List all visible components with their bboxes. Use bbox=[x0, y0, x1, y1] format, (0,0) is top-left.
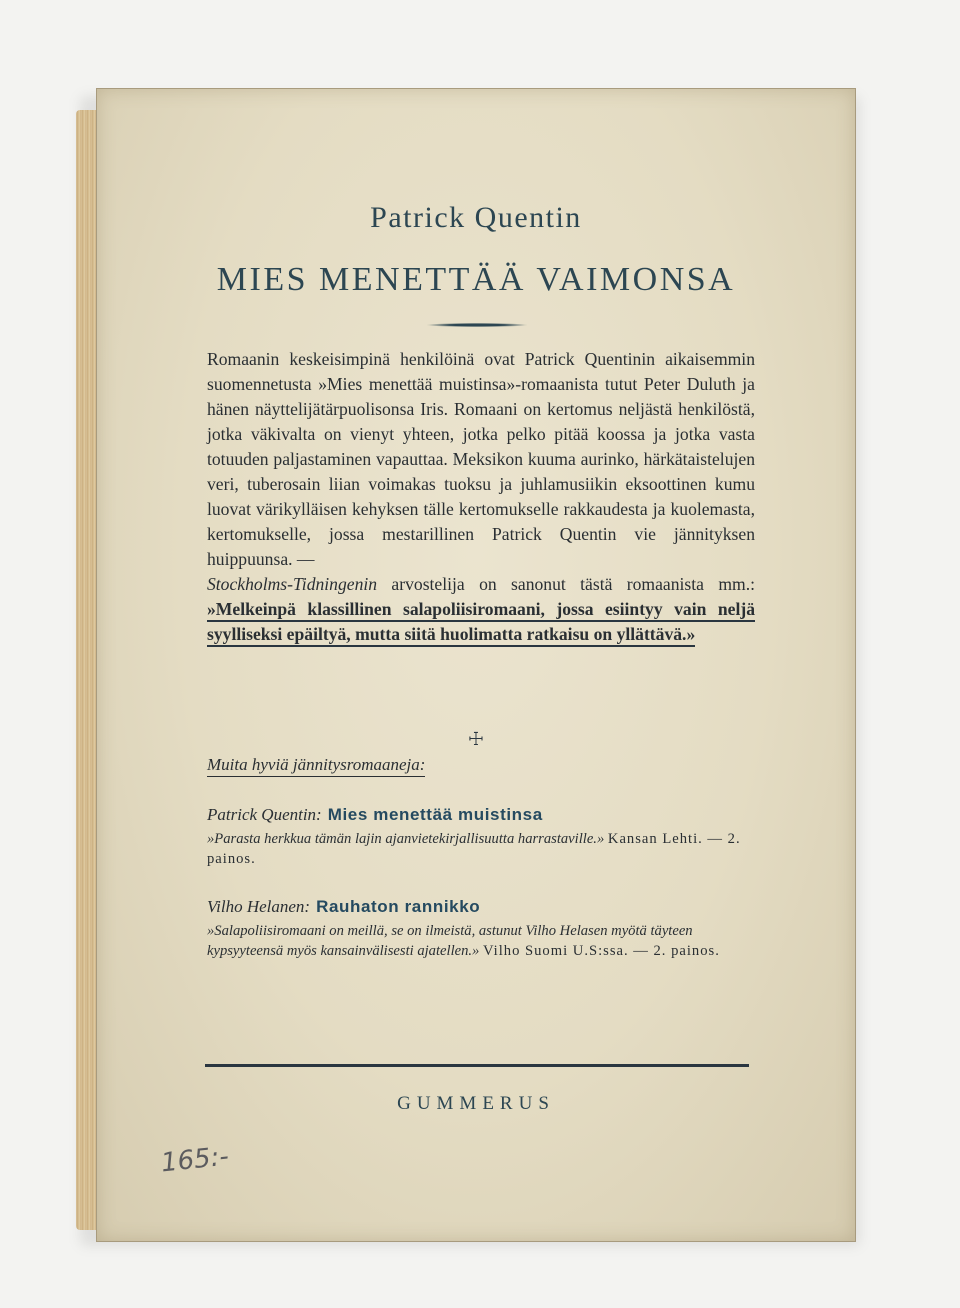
recommendation-review: »Parasta herkkua tämän lajin ajanvietekirjallisuutta harrastaville.» bbox=[207, 831, 605, 847]
recommendation-item bbox=[207, 805, 767, 869]
blurb-text bbox=[207, 347, 755, 647]
recommendation-item bbox=[207, 897, 767, 961]
blurb-review-paragraph bbox=[207, 572, 755, 647]
recommendation-review: »Salapoliisiromaani on meillä, se on ilmeistä, astunut Vilho Helasen myötä täyteen kypsyyteensä myös kansainvälisesti ajatellen.» bbox=[207, 923, 693, 959]
review-source: Stockholms-Tidningenin bbox=[207, 574, 378, 594]
recommendation-title: Mies menettää muistinsa bbox=[327, 805, 543, 824]
recommendation-author: Patrick Quentin: bbox=[207, 805, 322, 824]
review-quote: »Melkeinpä klassillinen salapoliisiromaani, jossa esiintyy vain neljä syylliseksi epäiltyä, mutta siitä huolimatta ratkaisu on yllättävä.» bbox=[207, 599, 755, 647]
recommendation-title: Rauhaton rannikko bbox=[316, 897, 481, 916]
review-intro: arvostelija on sanonut tästä romaanista mm.: bbox=[377, 574, 755, 594]
blurb-paragraph: Romaanin keskeisimpinä henkilöinä ovat Patrick Quentinin aikaisemmin suomennetusta »Mies menettää muistinsa»-romaanista tutut Peter Duluth ja hänen näyttelijätärpuolisonsa Iris. Romaani on kertomus neljästä henkilöstä, jotka väkivalta on vienyt yhteen, jotka pelko pitää koossa ja jotka vasta totuuden paljastaminen vapauttaa. Meksikon kuuma aurinko, härkätaistelujen veri, tuberosain liian voimakas tuoksu ja juhlamusiikin eksoottinen kumu luovat värikylläisen kehyksen tälle kertomukselle rakkaudesta ja kuolemasta, kertomukselle, jossa mestarillinen Patrick Quentin vie jännityksen huippuunsa. — bbox=[207, 349, 755, 569]
publisher-name: GUMMERUS bbox=[397, 1093, 555, 1114]
recommendation-source: Kansan Lehti. — 2. painos. bbox=[207, 831, 741, 867]
recommendation-source: Vilho Suomi U.S:ssa. — 2. painos. bbox=[483, 943, 720, 959]
divider-cross-icon: ☩ bbox=[467, 729, 485, 749]
book-back-cover bbox=[96, 88, 856, 1242]
cover-author: Patrick Quentin bbox=[370, 201, 582, 234]
publisher-rule bbox=[205, 1064, 749, 1067]
handwritten-price: 165:- bbox=[159, 1141, 231, 1179]
cover-title: MIES MENETTÄÄ VAIMONSA bbox=[216, 261, 736, 298]
more-books-heading: Muita hyviä jännitysromaaneja: bbox=[207, 755, 425, 777]
title-ornament bbox=[427, 323, 527, 327]
recommendation-author: Vilho Helanen: bbox=[207, 897, 311, 916]
